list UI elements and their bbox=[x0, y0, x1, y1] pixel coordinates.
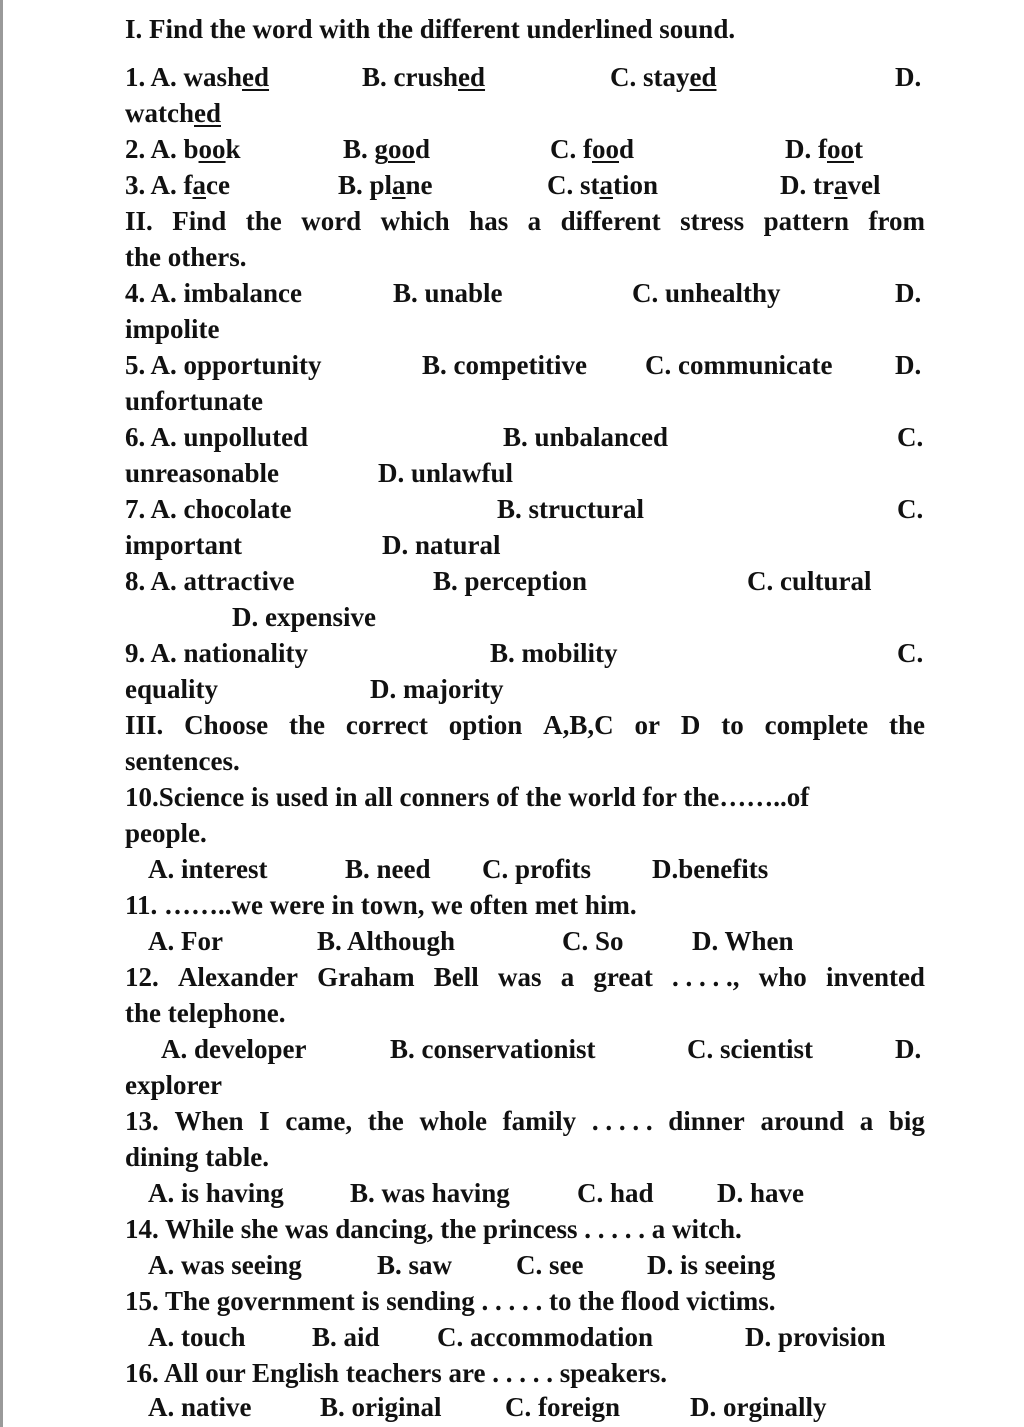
q8-option-b: B. perception bbox=[433, 566, 587, 596]
q6-option-d: D. unlawful bbox=[378, 458, 514, 488]
q13-stem-cont: dining table. bbox=[125, 1142, 270, 1172]
q2-option-b: B. good bbox=[343, 134, 431, 164]
q7-option-d: D. natural bbox=[382, 530, 501, 560]
q1-option-a: 1. A. washed bbox=[125, 62, 270, 92]
section-2-heading: II. Find the word which has a different stress pattern from bbox=[125, 206, 925, 236]
q16-option-a: A. native bbox=[148, 1392, 252, 1422]
q9-option-d: D. majority bbox=[370, 674, 504, 704]
q12-stem: 12. Alexander Graham Bell was a great . . . . ., who invented bbox=[125, 962, 925, 992]
q13-option-b: B. was having bbox=[350, 1178, 510, 1208]
q16-option-d: D. orginally bbox=[690, 1392, 827, 1422]
q5-option-a: 5. A. opportunity bbox=[125, 350, 322, 380]
q16-option-b: B. original bbox=[320, 1392, 442, 1422]
q8-option-d: D. expensive bbox=[232, 602, 376, 632]
q1-option-c: C. stayed bbox=[610, 62, 717, 92]
q12-option-a: A. developer bbox=[161, 1034, 307, 1064]
q10-option-a: A. interest bbox=[148, 854, 268, 884]
q5-option-d-letter: D. bbox=[895, 350, 922, 380]
q16-stem: 16. All our English teachers are . . . . . speakers. bbox=[125, 1358, 668, 1388]
q12-stem-cont: the telephone. bbox=[125, 998, 286, 1028]
q11-option-d: D. When bbox=[692, 926, 794, 956]
q11-option-c: C. So bbox=[562, 926, 624, 956]
q1-option-b: B. crushed bbox=[362, 62, 486, 92]
q7-option-c-letter: C. bbox=[897, 494, 924, 524]
q4-option-a: 4. A. imbalance bbox=[125, 278, 303, 308]
q8-option-a: 8. A. attractive bbox=[125, 566, 295, 596]
q1-option-d-letter: D. bbox=[895, 62, 922, 92]
q15-option-a: A. touch bbox=[148, 1322, 246, 1352]
q2-option-c: C. food bbox=[550, 134, 635, 164]
q16-option-c: C. foreign bbox=[505, 1392, 620, 1422]
section-2-heading-cont: the others. bbox=[125, 242, 247, 272]
q2-option-a: 2. A. book bbox=[125, 134, 241, 164]
q14-option-a: A. was seeing bbox=[148, 1250, 302, 1280]
q15-option-d: D. provision bbox=[745, 1322, 886, 1352]
left-page-edge bbox=[0, 0, 3, 1427]
q12-option-d-letter: D. bbox=[895, 1034, 922, 1064]
q10-stem-cont: people. bbox=[125, 818, 207, 848]
q3-option-d: D. travel bbox=[780, 170, 881, 200]
q13-option-a: A. is having bbox=[148, 1178, 284, 1208]
q6-option-c-letter: C. bbox=[897, 422, 924, 452]
q6-option-b: B. unbalanced bbox=[503, 422, 669, 452]
q12-option-c: C. scientist bbox=[687, 1034, 813, 1064]
q11-stem: 11. ……..we were in town, we often met him. bbox=[125, 890, 637, 920]
q4-option-d-word: impolite bbox=[125, 314, 220, 344]
q1-option-d-word: watched bbox=[125, 98, 221, 128]
q3-option-a: 3. A. face bbox=[125, 170, 230, 200]
q4-option-d-letter: D. bbox=[895, 278, 922, 308]
q13-option-d: D. have bbox=[717, 1178, 804, 1208]
q7-option-a: 7. A. chocolate bbox=[125, 494, 292, 524]
q11-option-a: A. For bbox=[148, 926, 223, 956]
q14-option-d: D. is seeing bbox=[647, 1250, 776, 1280]
q6-option-a: 6. A. unpolluted bbox=[125, 422, 309, 452]
q3-option-b: B. plane bbox=[338, 170, 433, 200]
q14-stem: 14. While she was dancing, the princess . . . . . a witch. bbox=[125, 1214, 742, 1244]
q10-option-b: B. need bbox=[345, 854, 431, 884]
section-1-heading: I. Find the word with the different underlined sound. bbox=[125, 14, 736, 44]
section-3-heading-cont: sentences. bbox=[125, 746, 240, 776]
q13-option-c: C. had bbox=[577, 1178, 654, 1208]
q9-option-c-word: equality bbox=[125, 674, 219, 704]
q15-option-c: C. accommodation bbox=[437, 1322, 653, 1352]
q7-option-c-word: important bbox=[125, 530, 242, 560]
q6-option-c-word: unreasonable bbox=[125, 458, 280, 488]
q3-option-c: C. station bbox=[547, 170, 659, 200]
q10-stem: 10.Science is used in all conners of the world for the……..of bbox=[125, 782, 810, 812]
q10-option-d: D.benefits bbox=[652, 854, 769, 884]
q9-option-c-letter: C. bbox=[897, 638, 924, 668]
q4-option-c: C. unhealthy bbox=[632, 278, 781, 308]
q5-option-c: C. communicate bbox=[645, 350, 833, 380]
q4-option-b: B. unable bbox=[393, 278, 503, 308]
q8-option-c: C. cultural bbox=[747, 566, 872, 596]
q15-stem: 15. The government is sending . . . . . to the flood victims. bbox=[125, 1286, 776, 1316]
q2-option-d: D. foot bbox=[785, 134, 863, 164]
q12-option-b: B. conservationist bbox=[390, 1034, 596, 1064]
q14-option-b: B. saw bbox=[377, 1250, 453, 1280]
q15-option-b: B. aid bbox=[312, 1322, 380, 1352]
q13-stem: 13. When I came, the whole family . . . . . dinner around a big bbox=[125, 1106, 925, 1136]
q7-option-b: B. structural bbox=[497, 494, 644, 524]
q9-option-a: 9. A. nationality bbox=[125, 638, 309, 668]
q5-option-d-word: unfortunate bbox=[125, 386, 264, 416]
q11-option-b: B. Although bbox=[317, 926, 456, 956]
q9-option-b: B. mobility bbox=[490, 638, 618, 668]
section-3-heading: III. Choose the correct option A,B,C or D to complete the bbox=[125, 710, 925, 740]
q12-option-d-word: explorer bbox=[125, 1070, 222, 1100]
q14-option-c: C. see bbox=[516, 1250, 584, 1280]
q5-option-b: B. competitive bbox=[422, 350, 587, 380]
q10-option-c: C. profits bbox=[482, 854, 592, 884]
